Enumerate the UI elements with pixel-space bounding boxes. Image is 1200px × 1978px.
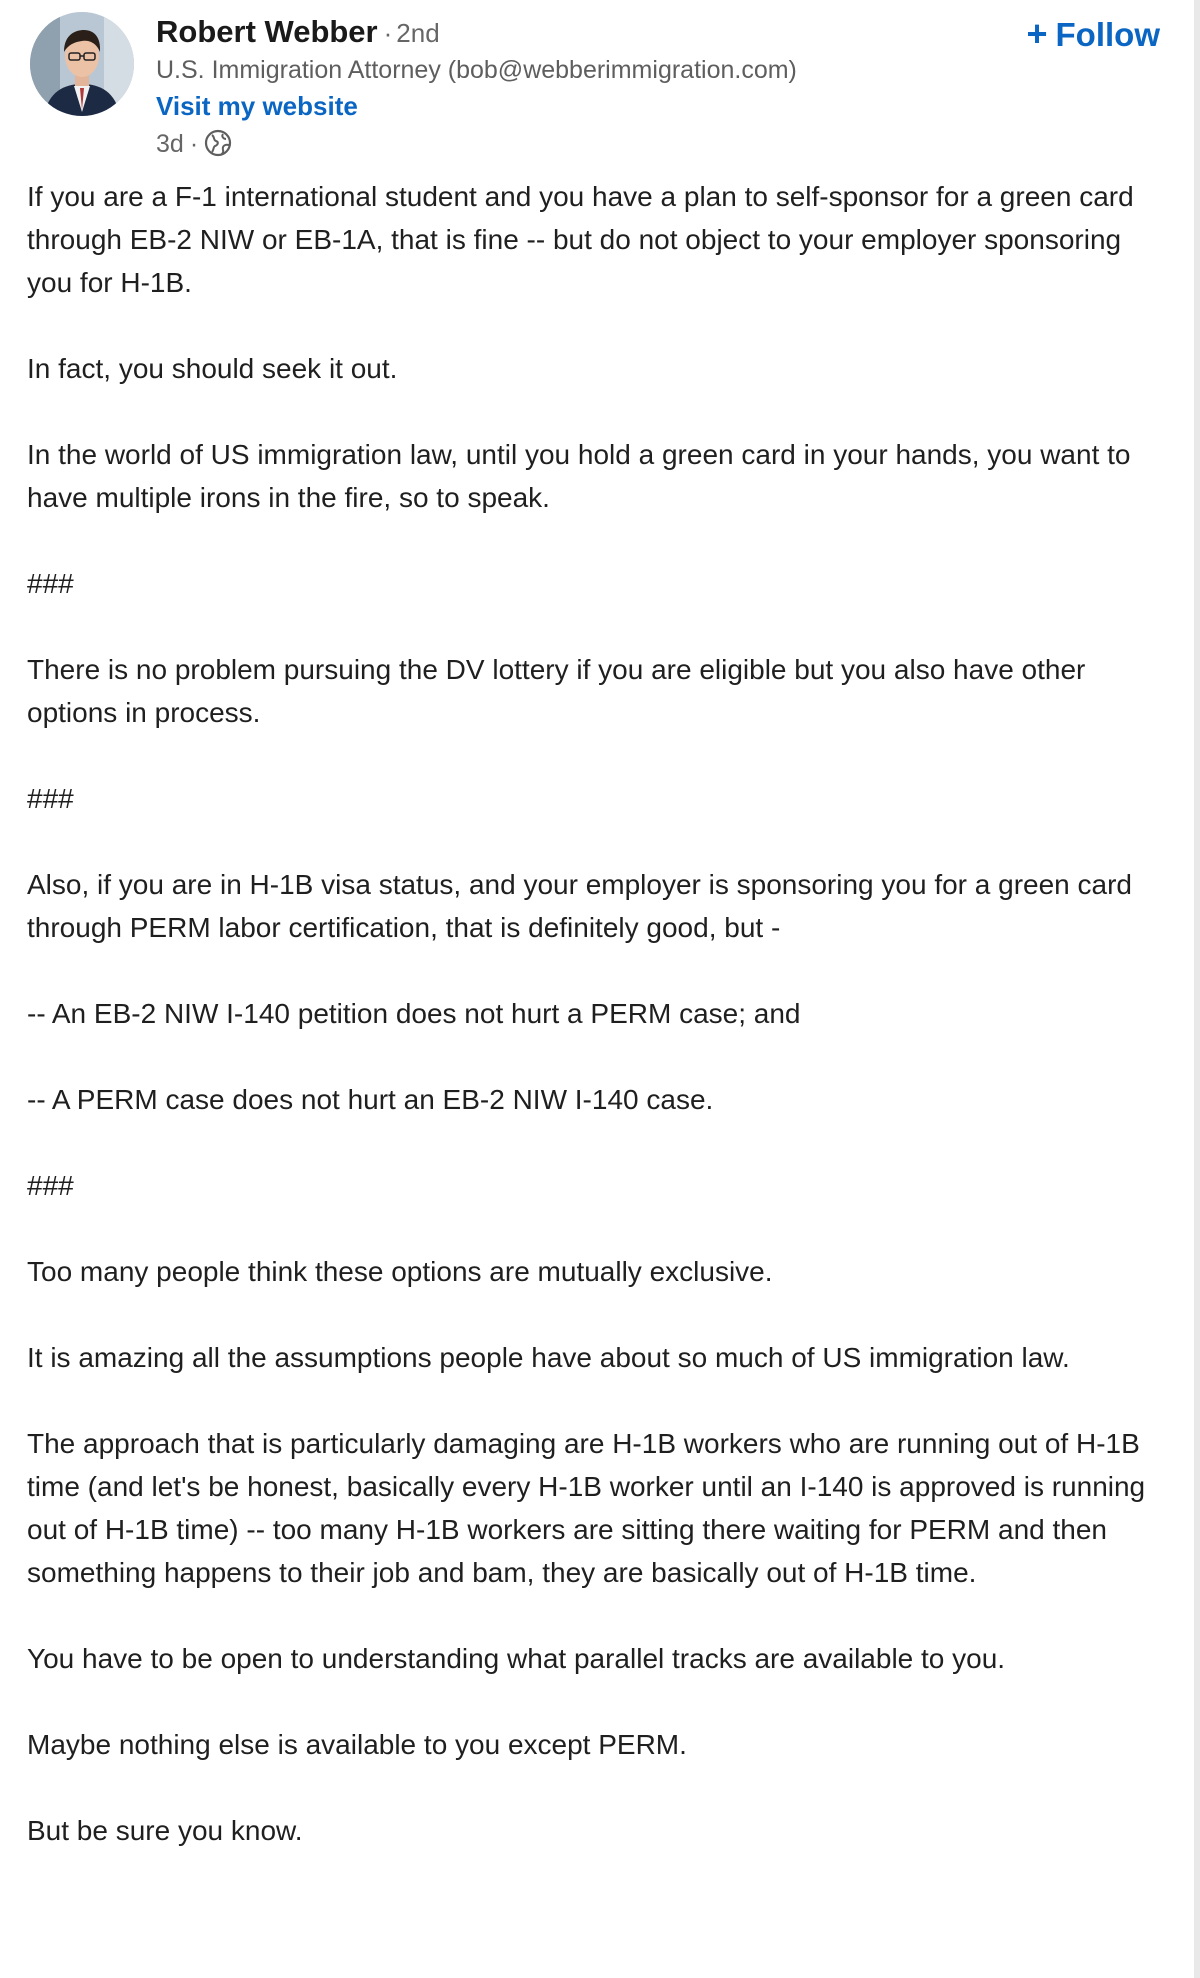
post-paragraph: The approach that is particularly damaging are H-1B workers who are running out of H-1B time (and let's be honest, basically every H-1B worker until an I-140 is approved is running out of H-1B time) -- too many H-1B workers are sitting there waiting for PERM and then something happens to their job and bam, they are basically out of H-1B time.: [27, 1428, 1146, 1588]
avatar-photo: [30, 12, 134, 116]
post-paragraph: In fact, you should seek it out.: [27, 353, 398, 384]
actor-name[interactable]: Robert Webber: [156, 14, 378, 49]
avatar[interactable]: [30, 12, 134, 116]
post-paragraph: -- An EB-2 NIW I-140 petition does not hurt a PERM case; and: [27, 998, 801, 1029]
post-paragraph: In the world of US immigration law, until you hold a green card in your hands, you want to have multiple irons in the fire, so to speak.: [27, 439, 1131, 513]
post-paragraph: But be sure you know.: [27, 1815, 303, 1846]
right-scroll-gutter: [1194, 0, 1200, 1978]
post-header: [30, 12, 1170, 162]
connection-degree: 2nd: [396, 18, 440, 48]
plus-icon: +: [1026, 13, 1048, 54]
post-paragraph: It is amazing all the assumptions people have about so much of US immigration law.: [27, 1342, 1070, 1373]
follow-button[interactable]: [1024, 12, 1162, 56]
section-divider: ###: [27, 1170, 74, 1201]
post-timestamp-line: [156, 124, 1006, 164]
degree-separator: ·: [383, 18, 393, 48]
post-body: [27, 175, 1157, 1852]
post-paragraph: You have to be open to understanding what parallel tracks are available to you.: [27, 1643, 1006, 1674]
section-divider: ###: [27, 783, 74, 814]
post-paragraph: If you are a F-1 international student and you have a plan to self-sponsor for a green card through EB-2 NIW or EB-1A, that is fine -- but do not object to your employer sponsoring you for H-1B.: [27, 181, 1134, 298]
section-divider: ###: [27, 568, 74, 599]
post-paragraph: Also, if you are in H-1B visa status, and your employer is sponsoring you for a green card through PERM labor certification, that is definitely good, but -: [27, 869, 1132, 943]
post-paragraph: Maybe nothing else is available to you except PERM.: [27, 1729, 687, 1760]
follow-label: Follow: [1055, 16, 1160, 53]
visit-website-link[interactable]: Visit my website: [156, 91, 358, 121]
post-time-ago: 3d: [156, 130, 184, 158]
time-separator: ·: [189, 130, 199, 158]
post-paragraph: Too many people think these options are mutually exclusive.: [27, 1256, 773, 1287]
post-paragraph: There is no problem pursuing the DV lottery if you are eligible but you also have other options in process.: [27, 654, 1086, 728]
actor-headline: U.S. Immigration Attorney (bob@webberimmigration.com): [156, 56, 797, 84]
post-paragraph: -- A PERM case does not hurt an EB-2 NIW I-140 case.: [27, 1084, 714, 1115]
actor-meta: [156, 12, 1006, 164]
globe-icon: [204, 129, 232, 157]
actor-name-line: [156, 12, 1006, 52]
